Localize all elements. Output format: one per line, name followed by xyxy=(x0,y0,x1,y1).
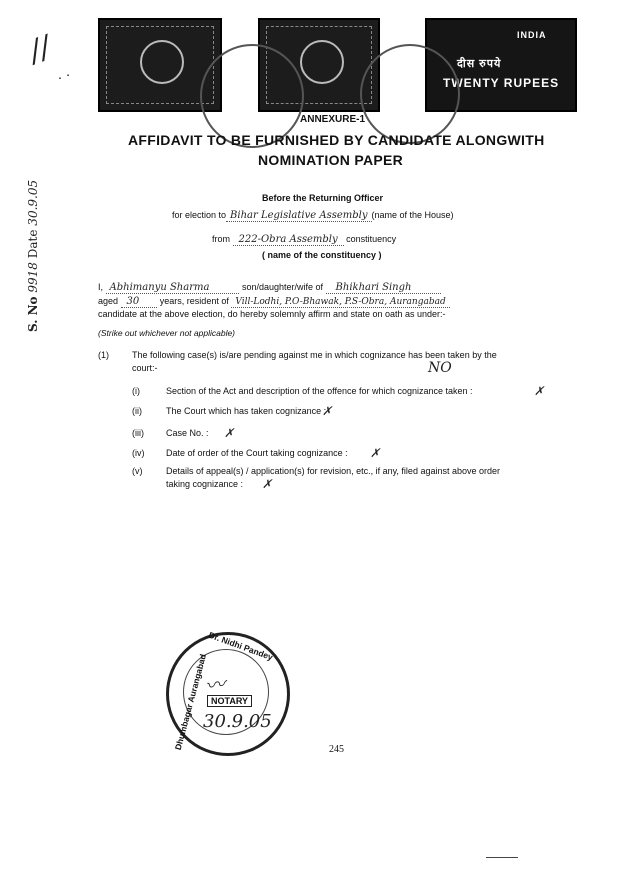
item-text: Section of the Act and description of the offence for which cognizance taken : xyxy=(166,386,473,396)
court-fee-seal-right xyxy=(360,44,460,144)
section-text-line1: The following case(s) is/are pending against me in which cognizance has been taken by the xyxy=(132,350,497,360)
page-subtitle: NOMINATION PAPER xyxy=(258,152,404,168)
item-text: Case No. : xyxy=(166,428,209,438)
election-value: Bihar Legislative Assembly xyxy=(226,210,371,222)
name-line xyxy=(98,282,441,293)
section-text-line2: court:- xyxy=(132,363,158,373)
stamp-value-text: TWENTY RUPEES xyxy=(443,76,560,90)
election-prefix: for election to xyxy=(172,210,227,220)
notary-label: NOTARY xyxy=(207,695,252,707)
notary-seal xyxy=(166,629,290,756)
from-suffix: constituency xyxy=(346,234,397,244)
item-number: (i) xyxy=(132,386,140,396)
notary-date: 30.9.05 xyxy=(203,711,272,732)
from-value: 222-Obra Assembly xyxy=(233,234,344,246)
item-mark: ✗ xyxy=(322,404,333,418)
before-returning-officer: Before the Returning Officer xyxy=(262,193,384,203)
item-text: Details of appeal(s) / application(s) for revision, etc., if any, filed against above order xyxy=(166,466,500,476)
relation-text: son/daughter/wife of xyxy=(241,282,324,292)
stamp-india-text: INDIA xyxy=(517,30,547,40)
parent-name: Bhikhari Singh xyxy=(326,282,442,294)
from-prefix: from xyxy=(212,234,230,244)
from-line xyxy=(212,234,396,245)
declarant-name: Abhimanyu Sharma xyxy=(106,282,240,294)
date-value: 30.9.05 xyxy=(26,179,40,226)
item-mark: ✗ xyxy=(262,477,273,491)
item-number: (v) xyxy=(132,466,143,476)
constituency-note: ( name of the constituency ) xyxy=(262,250,382,260)
section-answer: NO xyxy=(428,360,452,376)
notary-outer-text: Dr. Nidhi Pandey xyxy=(207,629,275,663)
serial-label: S. No xyxy=(26,296,40,332)
age-line xyxy=(98,296,450,307)
election-suffix: (name of the House) xyxy=(371,210,454,220)
bottom-dash xyxy=(486,857,518,858)
section-number: (1) xyxy=(98,350,109,360)
oath-text: candidate at the above election, do hereby solemnly affirm and state on oath as under:- xyxy=(98,309,446,319)
item-mark: ✗ xyxy=(224,426,235,440)
aged-prefix: aged xyxy=(98,296,119,306)
item-text-continued: taking cognizance : xyxy=(166,479,244,489)
address-value: Vill-Lodhi, P.O-Bhawak, P.S-Obra, Aurangabad xyxy=(231,297,449,308)
corner-scribble: // xyxy=(24,29,56,70)
item-number: (iv) xyxy=(132,448,145,458)
item-number: (iii) xyxy=(132,428,144,438)
i-prefix: I, xyxy=(98,282,104,292)
notary-signature: 〰 xyxy=(203,671,227,699)
serial-value: 9918 xyxy=(26,262,40,293)
item-text: Date of order of the Court taking cognizance : xyxy=(166,448,348,458)
date-label: Date xyxy=(26,229,40,259)
annexure-label: ANNEXURE-1 xyxy=(300,114,366,125)
age-value: 30 xyxy=(121,296,158,308)
stamp-hindi-text: दीस रुपये xyxy=(457,58,502,70)
item-number: (ii) xyxy=(132,406,142,416)
item-mark: ✗ xyxy=(370,446,381,460)
item-text: The Court which has taken cognizance : xyxy=(166,406,327,416)
page-number: 245 xyxy=(329,744,344,755)
years-text: years, resident of xyxy=(159,296,229,306)
ink-dots: . · xyxy=(58,66,71,82)
item-mark: ✗ xyxy=(534,384,545,398)
strike-note: (Strike out whichever not applicable) xyxy=(98,328,236,338)
notary-side-text: Dhumbagar Aurangabad xyxy=(172,652,209,752)
page-title: AFFIDAVIT TO BE FURNISHED BY CANDIDATE ALONGWITH xyxy=(128,132,545,148)
election-line xyxy=(172,210,454,221)
margin-serial-note xyxy=(26,142,40,332)
